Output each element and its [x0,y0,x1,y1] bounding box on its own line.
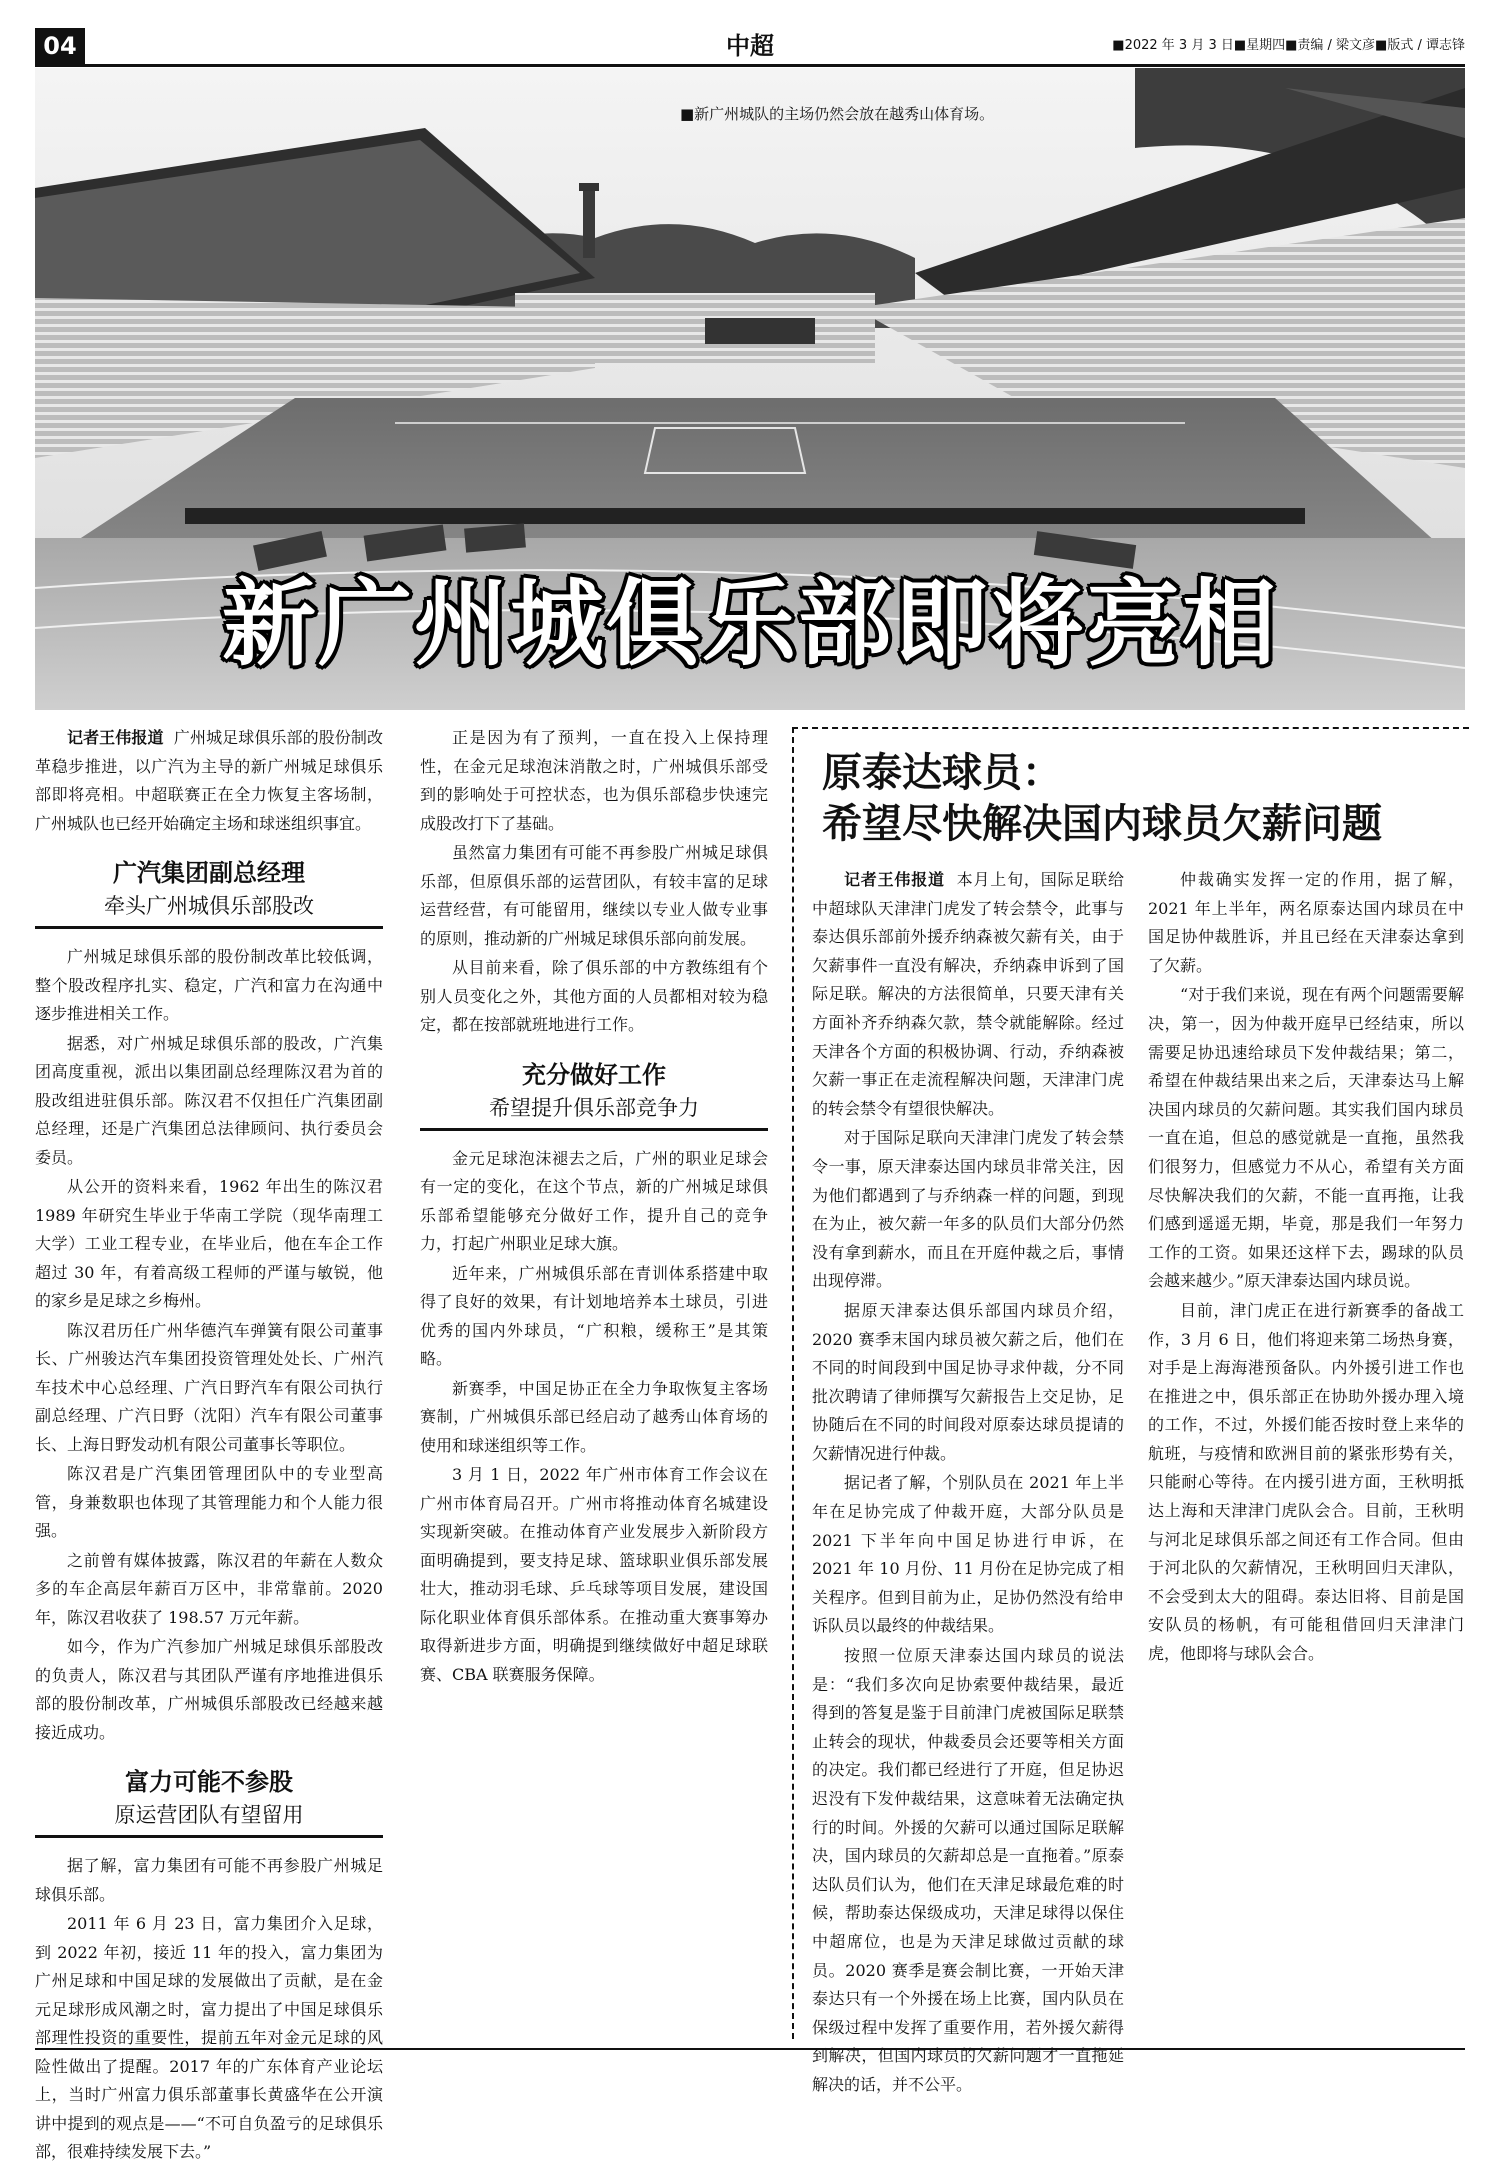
sidebar-article-title: 希望尽快解决国内球员欠薪问题 [822,801,1382,847]
section-name: 中超 [726,32,774,60]
subheading-block [35,856,383,929]
paragraph: 据悉，对广州城足球俱乐部的股改，广汽集团高度重视，派出以集团副总经理陈汉君为首的股改组进驻俱乐部。陈汉君不仅担任广汽集团副总经理，还是广汽集团总法律顾问、执行委员会委员。 [35,1033,383,1167]
page-number: 04 [35,28,85,64]
subheading-block [35,1765,383,1838]
paragraph: 据记者了解，个别队员在 2021 年上半年在足协完成了仲裁开庭，大部分队员是 2021 下半年向中国足协进行申诉，在 2021 年 10 月份、11 月份在足协完成了相关程序。但到目前为止，足协仍然没有给申诉队员以最终的仲裁结果。 [812,1473,1124,1636]
subheading-block [420,1058,768,1131]
paragraph: 正是因为有了预判，一直在投入上保持理性，在金元足球泡沫消散之时，广州城俱乐部受到的影响处于可控状态，也为俱乐部稳步快速完成股改打下了基础。 [420,728,768,833]
paragraph: 从公开的资料来看，1962 年出生的陈汉君 1989 年研究生毕业于华南工学院（现华南理工大学）工业工程专业，在毕业后，他在车企工作超过 30 年，有着高级工程师的严谨与敏锐，他的家乡是足球之乡梅州。 [35,1177,383,1310]
section3-subheading: 希望提升俱乐部竞争力 [420,1092,768,1131]
section3-heading: 充分做好工作 [522,1060,666,1089]
sidebar-article-kicker: 原泰达球员： [822,750,1062,796]
sidebar-article-lead [812,866,1124,1123]
paragraph: 广州城足球俱乐部的股份制改革比较低调，整个股改程序扎实、稳定，广汽和富力在沟通中逐步推进相关工作。 [35,947,383,1023]
main-article-intro: 广州城足球俱乐部的股份制改革稳步推进，以广汽为主导的新广州城足球俱乐部即将亮相。中超联赛正在全力恢复主客场制，广州城队也已经开始确定主场和球迷组织事宜。 [35,728,383,833]
paragraph: 虽然富力集团有可能不再参股广州城足球俱乐部，但原俱乐部的运营团队，有较丰富的足球运营经营，有可能留用，继续以专业人做专业事的原则，推动新的广州城足球俱乐部向前发展。 [420,843,768,948]
sidebar-article-byline: 记者王伟报道 [844,870,945,889]
paragraph: 陈汉君历任广州华德汽车弹簧有限公司董事长、广州骏达汽车集团投资管理处处长、广州汽车技术中心总经理、广汽日野汽车有限公司执行副总经理、广汽日野（沈阳）汽车有限公司董事长、上海日野发动机有限公司董事长等职位。 [35,1320,383,1454]
main-article-lead [35,724,383,838]
sidebar-article-column-1 [812,866,1124,2094]
photo-caption: ■新广州城队的主场仍然会放在越秀山体育场。 [680,105,995,123]
paragraph: 目前，津门虎正在进行新赛季的备战工作，3 月 6 日，他们将迎来第二场热身赛，对手是上海海港预备队。内外援引进工作也在推进之中，俱乐部正在协助外援办理入境的工作，不过，外援们能否按时登上来华的航班，与疫情和欧洲目前的紧张形势有关，只能耐心等待。在内援引进方面，王秋明抵达上海和天津津门虎队会合。目前，王秋明与河北足球俱乐部之间还有工作合同。但由于河北队的欠薪情况，王秋明回归天津队，不会受到太大的阻碍。泰达旧将、目前是国安队员的杨帆，有可能租借回归天津津门虎，他即将与球队会合。 [1148,1300,1464,1664]
dateline: ■2022 年 3 月 3 日■星期四■责编 / 梁文彦■版式 / 谭志锋 [1112,38,1465,53]
section2-subheading: 原运营团队有望留用 [35,1799,383,1838]
paragraph: 陈汉君是广汽集团管理团队中的专业型高管，身兼数职也体现了其管理能力和个人能力很强。 [35,1464,383,1540]
page-header [35,28,1465,67]
paragraph: 对于国际足联向天津津门虎发了转会禁令一事，原天津泰达国内球员非常关注，因为他们都遇到了与乔纳森一样的问题，到现在为止，被欠薪一年多的队员们大部分仍然没有拿到薪水，而且在开庭仲裁之后，事情出现停滞。 [812,1128,1124,1291]
paragraph: 按照一位原天津泰达国内球员的说法是：“我们多次向足协索要仲裁结果，最近得到的答复是鉴于目前津门虎被国际足联禁止转会的现状，仲裁委员会还要等相关方面的决定。我们都已经进行了开庭，但足协迟迟没有下发仲裁结果，这意味着无法确定执行的时间。外援的欠薪可以通过国际足联解决，国内球员的欠薪却总是一直拖着。”原泰达队员们认为，他们在天津足球最危难的时候，帮助泰达保级成功，天津足球得以保住中超席位，也是为天津足球做过贡献的球员。2020 赛季是赛会制比赛，一开始天津泰达只有一个外援在场上比赛，国内队员在保级过程中发挥了重要作用，若外援欠薪得到解决，但国内球员的欠薪问题才一直拖延解决的话，并不公平。 [812,1646,1124,2094]
sidebar-article-column-2 [1148,866,1464,1670]
paragraph: 新赛季，中国足协正在全力争取恢复主客场赛制，广州城俱乐部已经启动了越秀山体育场的使用和球迷组织等工作。 [420,1378,768,1455]
paragraph: 仲裁确实发挥一定的作用，据了解，2021 年上半年，两名原泰达国内球员在中国足协仲裁胜诉，并且已经在天津泰达拿到了欠薪。 [1148,870,1464,975]
main-article-column-1 [35,724,383,2168]
paragraph: 3 月 1 日，2022 年广州市体育工作会议在广州市体育局召开。广州市将推动体育名城建设实现新突破。在推动体育产业发展步入新阶段方面明确提到，要支持足球、篮球职业俱乐部发展壮大，推动羽毛球、乒乓球等项目发展，建设国际化职业体育俱乐部体系。在推动重大赛事筹办取得新进步方面，明确提到继续做好中超足球联赛、CBA 联赛服务保障。 [420,1465,768,1684]
paragraph: “对于我们来说，现在有两个问题需要解决，第一，因为仲裁开庭早已经结束，所以需要足协迅速给球员下发仲裁结果；第二，希望在仲裁结果出来之后，天津泰达马上解决国内球员的欠薪问题。其实我们国内球员一直在追，但总的感觉就是一直拖，虽然我们很努力，但感觉力不从心，希望有关方面尽快解决我们的欠薪，不能一直再拖，让我们感到遥遥无期，毕竟，那是我们一年努力工作的工资。如果还这样下去，踢球的队员会越来越少。”原天津泰达国内球员说。 [1148,985,1464,1291]
sidebar-article-intro: 本月上旬，国际足联给中超球队天津津门虎发了转会禁令，此事与泰达俱乐部前外援乔纳森被欠薪有关，由于欠薪事件一直没有解决，乔纳森申诉到了国际足联。解决的方法很简单，只要天津有关方面补齐乔纳森欠款，禁令就能解除。经过天津各个方面的积极协调、行动，乔纳森被欠薪一事正在走流程解决问题，天津津门虎的转会禁令有望很快解决。 [812,870,1124,1118]
footer-rule [35,2048,1465,2050]
main-article-byline: 记者王伟报道 [67,728,164,747]
paragraph: 从目前来看，除了俱乐部的中方教练组有个别人员变化之外，其他方面的人员都相对较为稳定，都在按部就班地进行工作。 [420,958,768,1034]
sidebar-article-heading [822,748,1452,850]
section2-heading: 富力可能不参股 [125,1768,293,1796]
section1-subheading: 牵头广州城俱乐部股改 [35,890,383,929]
paragraph: 据原天津泰达俱乐部国内球员介绍，2020 赛季末国内球员被欠薪之后，他们在不同的时间段到中国足协寻求仲裁，分不同批次聘请了律师撰写欠薪报告上交足协，足协随后在不同的时间段对原泰达球员提请的欠薪情况进行仲裁。 [812,1300,1124,1463]
paragraph: 如今，作为广汽参加广州城足球俱乐部股改的负责人，陈汉君与其团队严谨有序地推进俱乐部的股份制改革，广州城俱乐部股改已经越来越接近成功。 [35,1637,383,1742]
paragraph: 2011 年 6 月 23 日，富力集团介入足球，到 2022 年初，接近 11 年的投入，富力集团为广州足球和中国足球的发展做出了贡献，是在金元足球形成风潮之时，富力提出了中国足球俱乐部理性投资的重要性，提前五年对金元足球的风险性做出了提醒。2017 年的广东体育产业论坛上，当时广州富力俱乐部董事长黄盛华在公开演讲中提到的观点是——“不可自负盈亏的足球俱乐部，很难持续发展下去。” [35,1914,383,2161]
paragraph: 近年来，广州城俱乐部在青训体系搭建中取得了良好的效果，有计划地培养本土球员，引进优秀的国内外球员，“广积粮，缓称王”是其策略。 [420,1263,768,1368]
main-article-column-2 [420,724,768,1690]
paragraph: 之前曾有媒体披露，陈汉君的年薪在人数众多的车企高层年薪百万区中，非常靠前。2020 年，陈汉君收获了 198.57 万元年薪。 [35,1550,383,1627]
page-headline: 新广州城俱乐部即将亮相 [221,569,1278,679]
paragraph: 据了解，富力集团有可能不再参股广州城足球俱乐部。 [35,1856,383,1904]
paragraph: 金元足球泡沫褪去之后，广州的职业足球会有一定的变化，在这个节点，新的广州城足球俱乐部希望能够充分做好工作，提升自己的竞争力，打起广州职业足球大旗。 [420,1148,768,1253]
section1-heading: 广汽集团副总经理 [113,859,305,887]
